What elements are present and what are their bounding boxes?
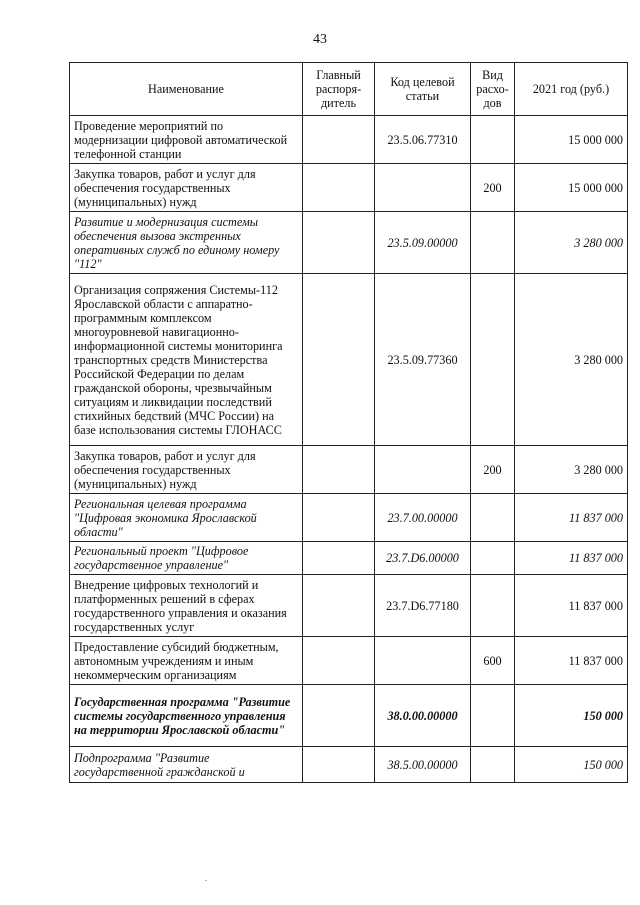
row-amount-cell: 11 837 000 (515, 542, 628, 575)
row-code-cell: 23.5.09.77360 (375, 274, 471, 446)
row-admin-cell (303, 685, 375, 747)
row-amount-cell: 11 837 000 (515, 637, 628, 685)
header-amount: 2021 год (руб.) (515, 63, 628, 116)
row-admin-cell (303, 164, 375, 212)
table-row (70, 494, 628, 542)
row-name-cell: Проведение мероприятий по модернизации цифровой автоматической телефонной станции (70, 116, 303, 164)
table-header-row (70, 63, 628, 116)
row-code-cell (375, 637, 471, 685)
row-code-cell: 38.5.00.00000 (375, 747, 471, 783)
table-row (70, 446, 628, 494)
row-code-cell: 23.7.00.00000 (375, 494, 471, 542)
row-name-cell: Региональная целевая программа "Цифровая экономика Ярославской области" (70, 494, 303, 542)
row-admin-cell (303, 542, 375, 575)
row-name-cell: Закупка товаров, работ и услуг для обеспечения государственных (муниципальных) нужд (70, 164, 303, 212)
row-name-cell: Организация сопряжения Системы-112 Ярославской области с аппаратно-программным комплексом многоуровневой навигационно-информационной системы мониторинга транспортных средств Министерства Российской Федерации по делам гражданской обороны, чрезвычайным ситуациям и ликвидации последствий стихийных бедствий (МЧС России) на базе использования системы ГЛОНАСС (70, 274, 303, 446)
row-admin-cell (303, 637, 375, 685)
row-amount-cell: 15 000 000 (515, 116, 628, 164)
row-name-cell: Развитие и модернизация системы обеспечения вызова экстренных оперативных служб по единому номеру "112" (70, 212, 303, 274)
row-name-cell: Государственная программа "Развитие системы государственного управления на территории Ярославской области" (70, 685, 303, 747)
header-admin: Главный распоря-дитель (303, 63, 375, 116)
row-admin-cell (303, 446, 375, 494)
row-code-cell: 23.5.06.77310 (375, 116, 471, 164)
row-admin-cell (303, 494, 375, 542)
row-name-cell: Внедрение цифровых технологий и платформенных решений в сферах государственного управления и оказания государственных услуг (70, 575, 303, 637)
row-admin-cell (303, 212, 375, 274)
budget-table (69, 62, 628, 783)
row-admin-cell (303, 747, 375, 783)
table-row (70, 212, 628, 274)
row-code-cell (375, 164, 471, 212)
page-number: 43 (313, 32, 327, 47)
row-amount-cell: 3 280 000 (515, 212, 628, 274)
row-type-cell (471, 575, 515, 637)
row-amount-cell: 150 000 (515, 747, 628, 783)
table-row (70, 747, 628, 783)
header-name: Наименование (70, 63, 303, 116)
row-type-cell (471, 212, 515, 274)
row-code-cell (375, 446, 471, 494)
row-admin-cell (303, 274, 375, 446)
row-name-cell: Подпрограмма "Развитие государственной гражданской и (70, 747, 303, 783)
row-amount-cell: 3 280 000 (515, 446, 628, 494)
row-type-cell (471, 542, 515, 575)
row-admin-cell (303, 575, 375, 637)
row-type-cell (471, 274, 515, 446)
table-row (70, 164, 628, 212)
row-code-cell: 38.0.00.00000 (375, 685, 471, 747)
header-type: Вид расхо-дов (471, 63, 515, 116)
row-amount-cell: 3 280 000 (515, 274, 628, 446)
row-code-cell: 23.7.D6.77180 (375, 575, 471, 637)
row-code-cell: 23.5.09.00000 (375, 212, 471, 274)
table-row (70, 637, 628, 685)
row-name-cell: Предоставление субсидий бюджетным, автономным учреждениям и иным некоммерческим организациям (70, 637, 303, 685)
row-type-cell: 200 (471, 446, 515, 494)
scan-mark (205, 880, 207, 881)
row-type-cell: 600 (471, 637, 515, 685)
table-row (70, 274, 628, 446)
row-name-cell: Региональный проект "Цифровое государственное управление" (70, 542, 303, 575)
row-type-cell (471, 116, 515, 164)
row-amount-cell: 11 837 000 (515, 494, 628, 542)
header-code: Код целевой статьи (375, 63, 471, 116)
table-row (70, 685, 628, 747)
row-admin-cell (303, 116, 375, 164)
row-amount-cell: 150 000 (515, 685, 628, 747)
row-type-cell (471, 494, 515, 542)
row-type-cell (471, 747, 515, 783)
table-row (70, 542, 628, 575)
row-name-cell: Закупка товаров, работ и услуг для обеспечения государственных (муниципальных) нужд (70, 446, 303, 494)
table-row (70, 116, 628, 164)
row-type-cell (471, 685, 515, 747)
row-code-cell: 23.7.D6.00000 (375, 542, 471, 575)
row-amount-cell: 15 000 000 (515, 164, 628, 212)
row-type-cell: 200 (471, 164, 515, 212)
row-amount-cell: 11 837 000 (515, 575, 628, 637)
table-body (70, 116, 628, 783)
table-row (70, 575, 628, 637)
